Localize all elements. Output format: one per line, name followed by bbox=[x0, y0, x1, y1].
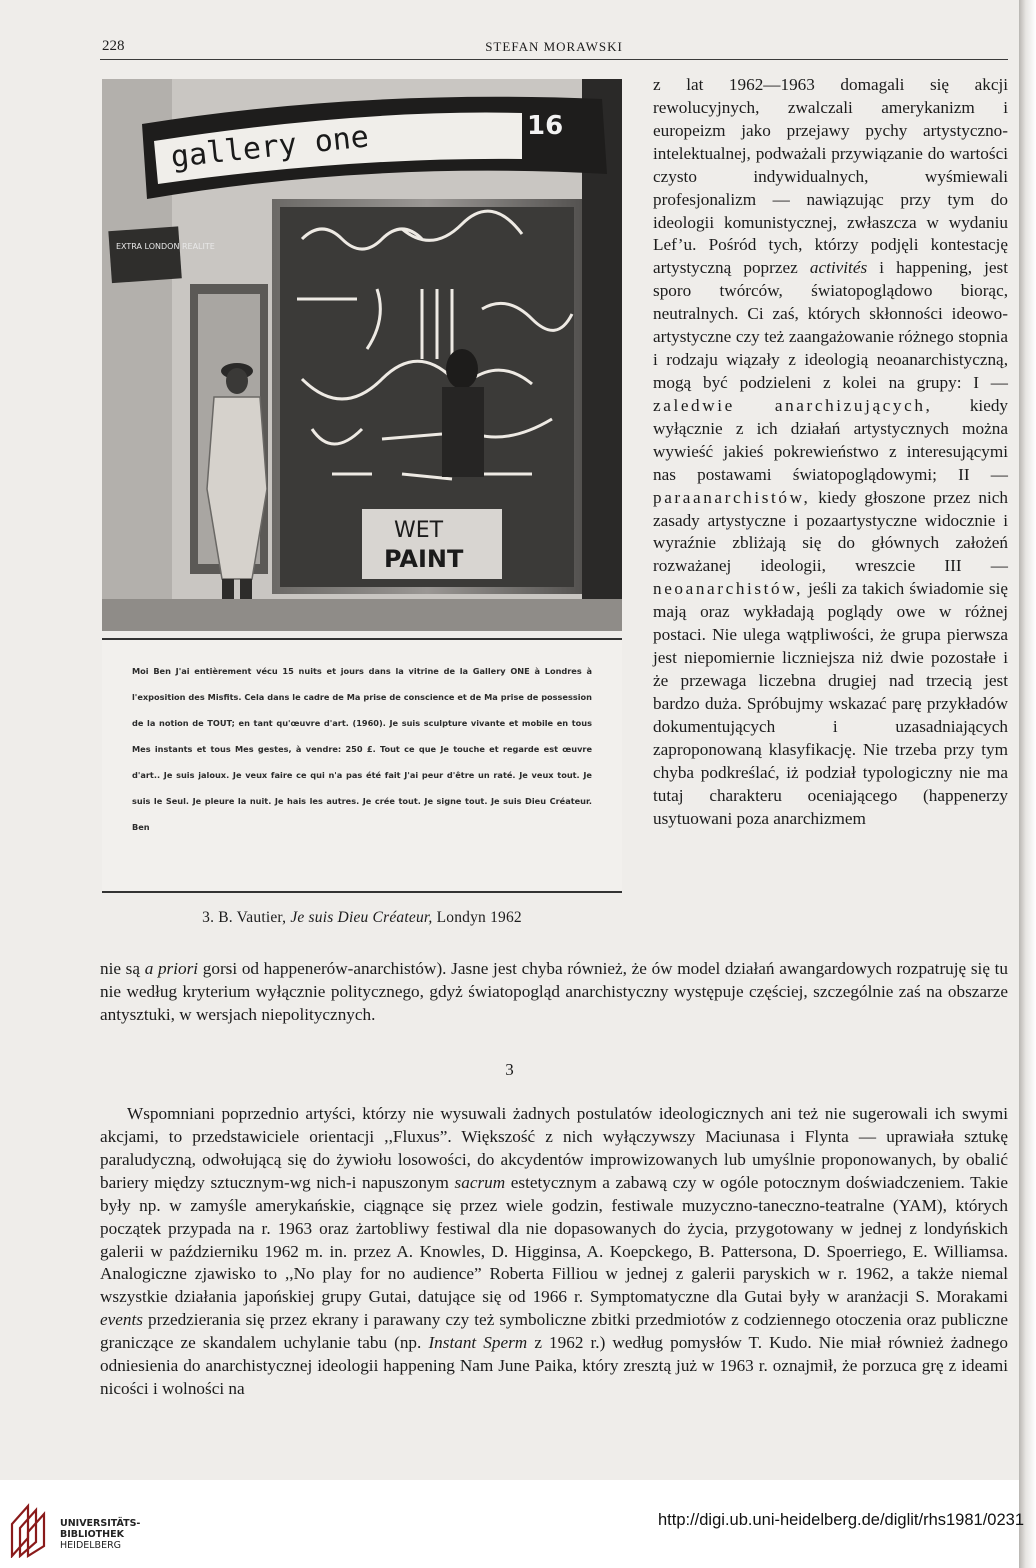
library-line-1: UNIVERSITÄTS- bbox=[60, 1518, 141, 1529]
paint-text: PAINT bbox=[384, 545, 464, 573]
text-run: estetycznym a zabawą czy w ogóle potocznym doświadczeniem. Takie były np. w zamyśle amerykańskie, ciągnące się przez wiele godzin, festiwale muzyczno-taneczno-teatralne (YAM), których początek przypada na r. 1963 oraz żartobliwy festiwal dla nie dopasowanych do życia, przygotowany w jednej z londyńskich galerii w październiku 1962 m. in. przez A. Knowles, D. Higginsa, A. Koepckego, B. Pattersona, D. Spoerriego, E. Williamsa. Analogiczne zjawisko to ,,No play for no audience” Roberta Filliou w jednej z galerii paryskich w r. 1962, a także niemal wszystkie działania japońskiej grupy Gutai, datujące się od 1966 r. Symptomatyczne dla Gutai były w aranżacji S. Morakami bbox=[100, 1172, 1009, 1307]
library-name bbox=[60, 1518, 140, 1551]
section-number: 3 bbox=[505, 1060, 514, 1079]
text-run: nie są bbox=[100, 959, 140, 978]
italic-run: events bbox=[100, 1310, 143, 1330]
spaced-term: neoanarchistów, bbox=[653, 579, 804, 599]
artist-statement-plaque bbox=[102, 638, 622, 893]
italic-run: activités bbox=[809, 258, 868, 278]
artist-figure-head bbox=[446, 349, 478, 389]
artist-figure-body bbox=[442, 387, 484, 477]
sign-number: 16 bbox=[527, 111, 564, 141]
sidewalk bbox=[102, 599, 622, 631]
library-logo-icon bbox=[8, 1502, 52, 1558]
text-run: kiedy wyłącznie z ich działań artystycznych można wywieść jakieś pokrewieństwo z interesującymi nas postawami światopoglądowymi; II — bbox=[653, 395, 1009, 484]
section-3-paragraph bbox=[100, 1103, 1008, 1401]
running-header bbox=[100, 38, 1008, 58]
text-run: Wspomniani poprzednio artyści, którzy nie wysuwali żadnych postulatów ideologicznych ani też nie sugerowali ich swymi akcjami, to przedstawiciele orientacji ,,Fluxus”. Większość z nich wyłączywszy Maciunasa i Flynta — uprawiała sztukę paraludyczną, odwołującą się do żywiołu losowości, do akcydentów improwizowanych lub umyślnie proponowanych, by obalić bariery między sztucznym-wg nich-i napuszonym bbox=[100, 1104, 1008, 1192]
figure-caption bbox=[102, 909, 622, 927]
text-run: z 1962 r.) według pomysłów T. Kudo. Nie miał również żadnego odniesienia do anarchistycznej ideologii happening Nam June Paika, który zresztą już w 1963 r. oznajmił, że porzuca grę z ideami nicości i wolności na bbox=[100, 1333, 1009, 1399]
text-run: i happening, jest sporo twórców, światopoglądowo biorąc, neutralnych. Ci zaś, których skłonności ideowo-artystyczne czy też zaangażowanie różnego stopnia i rodzaju wiązały z ideologią neoanarchistyczną, mogą być podzieleni z kolei na grupy: I — bbox=[653, 258, 1009, 392]
text-run: gorsi od happenerów-anarchistów). Jasne jest chyba również, że ów model działań awangardowych rozpatruję się tu nie według kryterium wyłącznie politycznego, gdyż światopogląd anarchistyczny występuje częściej, szczególnie zaś na obszarze antysztuki, w wersjach niepolitycznych. bbox=[100, 959, 1008, 1024]
page-edge bbox=[1019, 0, 1036, 1568]
source-url-link[interactable]: http://digi.ub.uni-heidelberg.de/diglit/rhs1981/0231 bbox=[657, 1511, 1024, 1529]
page-number: 228 bbox=[102, 38, 125, 54]
caption-title: Je suis Dieu Créateur, bbox=[290, 909, 433, 926]
spaced-term: zaledwie anarchizujących, bbox=[653, 395, 933, 415]
continuation-paragraph bbox=[100, 958, 1008, 1027]
italic-run: sacrum bbox=[454, 1172, 506, 1192]
side-sign-text: EXTRA LONDON REALITE bbox=[116, 242, 215, 251]
wet-text: WET bbox=[394, 518, 444, 543]
spaced-term: paraanarchistów, bbox=[653, 487, 811, 507]
header-rule bbox=[100, 59, 1008, 60]
right-column-text bbox=[653, 74, 1008, 830]
continuation-text bbox=[100, 958, 1008, 1027]
text-run: jeśli za takich świadomie się mają oraz wykładają poglądy owe w różnej postaci. Nie ulega wątpliwości, że grupa pierwsza jest niepomiernie liczniejsza niż dwie pozostałe i że przewaga liczebna drugiej nad trzecią jest bardzo duża. Spróbujmy wskazać parę przykładów dokumentujących i uzasadniających zaproponowaną klasyfikację. Nie trzeba przy tym chyba podkreślać, iż podział typologiczny nie ma tutaj charakteru oceniającego (happenerzy usytuowani poza anarchizmem bbox=[653, 579, 1008, 828]
caption-prefix: 3. B. Vautier, bbox=[202, 909, 287, 926]
library-line-3: HEIDELBERG bbox=[60, 1540, 122, 1551]
text-run: z lat 1962—1963 domagali się akcji rewolucyjnych, zwalczali amerykanizm i europeizm jako przejawy pychy artystyczno-intelektualnej, podważali przywiązanie do wartości czysto indywidualnych, wyśmiewali profesjonalizm — nawiązując przy tym do ideologii komunistycznej, zwłaszcza w wydaniu Lef’u. Pośród tych, którzy podjęli kontestację artystyczną poprzez bbox=[653, 75, 1008, 278]
italic-run: a priori bbox=[144, 959, 199, 978]
gallery-photograph bbox=[102, 79, 622, 631]
italic-run: Instant Sperm bbox=[428, 1333, 528, 1353]
library-line-2: BIBLIOTHEK bbox=[60, 1529, 124, 1540]
caption-suffix: Londyn 1962 bbox=[436, 909, 522, 926]
running-title: STEFAN MORAWSKI bbox=[485, 39, 623, 54]
section-3-text bbox=[100, 1103, 1008, 1401]
right-column-paragraph bbox=[653, 74, 1008, 830]
photo-illustration bbox=[102, 79, 622, 631]
side-sign bbox=[108, 226, 181, 283]
man-head bbox=[226, 368, 248, 394]
text-run: przedzierania się przez ekrany i parawany czy też symboliczne zbitki przedmiotów z codziennego otoczenia oraz publiczne graniczące ze skandalem uchylanie tabu (np. bbox=[100, 1310, 1009, 1353]
sign-text: gallery one bbox=[169, 119, 371, 175]
plaque-text: Moi Ben J'ai entièrement vécu 15 nuits et jours dans la vitrine de la Gallery ONE à Londres à l'exposition des Misfits. Cela dans le cadre de Ma prise de conscience et de Ma prise de possession de la notion de TOUT; en tant qu'œuvre d'art. (1960). Je suis sculpture vivante et mobile en tous Mes instants et tous Mes gestes, à vendre: 250 £. Tout ce que Je touche et regarde est œuvre d'art.. Je suis jaloux. Je veux faire ce qui n'a pas été fait J'ai peur d'être un raté. Je veux tout. Je suis le Seul. Je pleure la nuit. Je hais les autres. Je crée tout. Je signe tout. Je suis Dieu Créateur. Ben bbox=[132, 666, 592, 832]
text-run: kiedy głoszone przez nich zasady artystyczne i pozaartystyczne widocznie i wyraźnie zbliżają się do głównych założeń rozważanej ideologii, wreszcie III — bbox=[653, 487, 1009, 576]
